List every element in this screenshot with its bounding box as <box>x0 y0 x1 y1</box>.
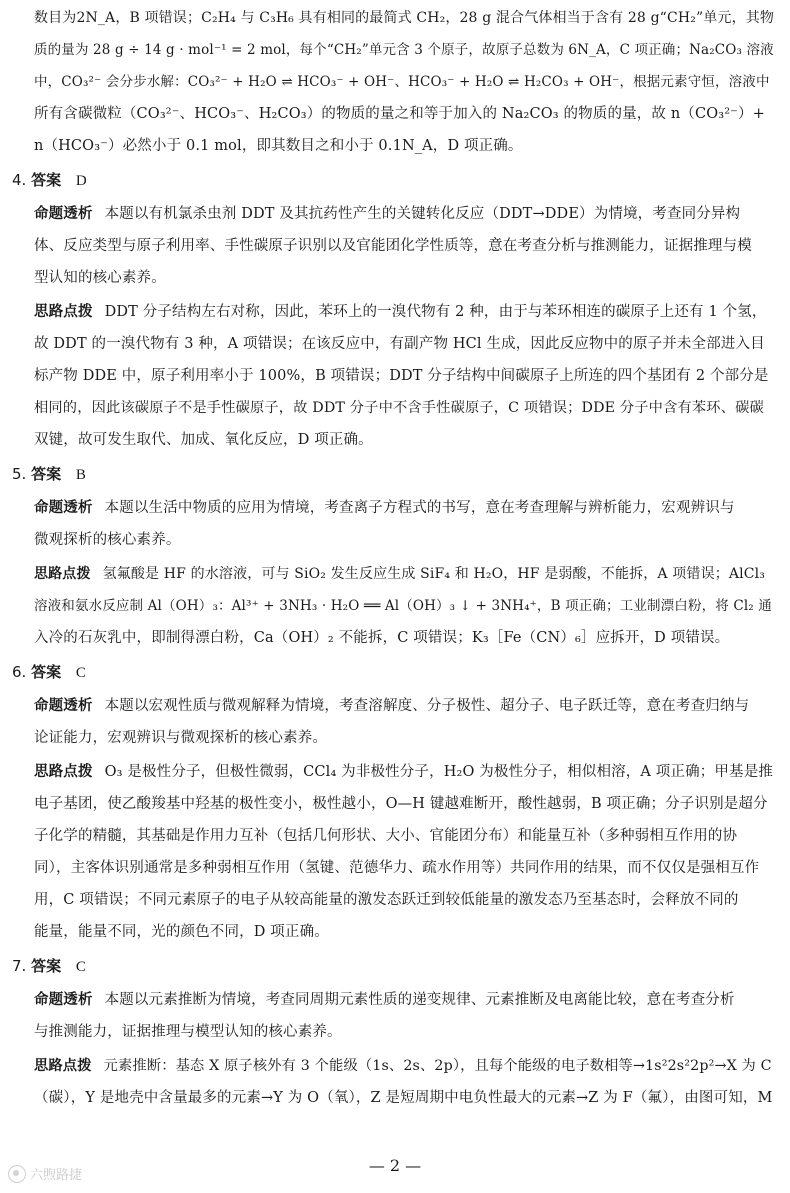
hint-paragraph: 思路点拨 O₃ 是极性分子，但极性微弱，CCl₄ 为非极性分子，H₂O 为极性分子，相似相溶，A 项正确；甲基是推 <box>34 764 773 780</box>
analysis-paragraph: 命题透析 本题以宏观性质与微观解释为情境，考查溶解度、分子极性、超分子、电子跃迁等，意在考查归纳与 <box>34 698 750 714</box>
analysis-paragraph: 命题透析 本题以生活中物质的应用为情境，考查离子方程式的书写，意在考查理解与辨析能力，宏观辨识与 <box>34 500 735 516</box>
item-number: 7. <box>12 957 27 975</box>
text-line: 中，CO₃²⁻ 会分步水解：CO₃²⁻ + H₂O ⇌ HCO₃⁻ + OH⁻、HCO₃⁻ + H₂O ⇌ H₂CO₃ + OH⁻，根据元素守恒，溶液中 <box>34 74 770 90</box>
text-line: 子化学的精髓，其基础是作用力互补（包括几何形状、大小、官能团分布）和能量互补（多种弱相互作用的协 <box>34 828 738 844</box>
text-line: 质的量为 28 g ÷ 14 g · mol⁻¹ = 2 mol，每个“CH₂”单元含 3 个原子，故原子总数为 6N_A，C 项正确；Na₂CO₃ 溶液 <box>34 42 774 58</box>
item-number: 6. <box>12 663 27 681</box>
text-line: 论证能力，宏观辨识与微观探析的核心素养。 <box>34 730 327 746</box>
text-line: 用，C 项错误；不同元素原子的电子从较高能量的激发态跃迁到较低能量的激发态乃至基态时，会释放不同的 <box>34 892 739 908</box>
hint-paragraph: 思路点拨 元素推断：基态 X 原子核外有 3 个能级（1s、2s、2p），且每个能级的电子数相等→1s²2s²2p²→X 为 C <box>34 1058 772 1074</box>
text-line: 型认知的核心素养。 <box>34 270 166 286</box>
hint-paragraph: 思路点拨 氢氟酸是 HF 的水溶液，可与 SiO₂ 发生反应生成 SiF₄ 和 H₂O，HF 是弱酸，不能拆，A 项错误；AlCl₃ <box>34 566 766 582</box>
text-line: 标产物 DDE 中，原子利用率小于 100%，B 项错误；DDT 分子结构中间碳原子上所连的四个基团有 2 个部分是 <box>34 368 769 384</box>
answer-value: C <box>75 959 86 975</box>
text-line: 能量，能量不同，光的颜色不同，D 项正确。 <box>34 924 329 940</box>
text-line: 体、反应类型与原子利用率、手性碳原子识别以及官能团化学性质等，意在考查分析与推测能力，证据推理与模 <box>34 238 752 254</box>
answer-heading <box>12 662 772 683</box>
text-line: 与推测能力，证据推理与模型认知的核心素养。 <box>34 1024 342 1040</box>
analysis-paragraph: 命题透析 本题以有机氯杀虫剂 DDT 及其抗药性产生的关键转化反应（DDT→DDE）为情境，考查同分异构 <box>34 206 741 222</box>
answer-label: 答案 <box>31 171 62 189</box>
analysis-paragraph: 命题透析 本题以元素推断为情境，考查同周期元素性质的递变规律、元素推断及电离能比较，意在考查分析 <box>34 992 735 1008</box>
hint-paragraph: 思路点拨 DDT 分子结构左右对称，因此，苯环上的一溴代物有 2 种，由于与苯环相连的碳原子上还有 1 个氢， <box>34 304 767 320</box>
hint-label: 思路点拨 <box>34 1058 92 1074</box>
answer-heading <box>12 956 772 977</box>
text-line: 故 DDT 的一溴代物有 3 种，A 项错误；在该反应中，有副产物 HCl 生成，因此反应物中的原子并未全部进入目 <box>34 336 765 352</box>
answer-label: 答案 <box>31 465 62 483</box>
watermark-text: 六煦路捷 <box>30 1168 83 1183</box>
analysis-label: 命题透析 <box>34 500 93 516</box>
text-line: 同），主客体识别通常是多种弱相互作用（氢键、范德华力、疏水作用等）共同作用的结果，而不仅仅是强相互作 <box>34 860 760 876</box>
item-number: 5. <box>12 465 27 483</box>
text-line: 双键，故可发生取代、加成、氧化反应，D 项正确。 <box>34 432 373 448</box>
hint-label: 思路点拨 <box>34 764 93 780</box>
watermark <box>8 1164 82 1183</box>
item-number: 4. <box>12 171 27 189</box>
answer-heading <box>12 170 772 191</box>
answer-label: 答案 <box>31 663 62 681</box>
text-line: 数目为2N_A，B 项错误；C₂H₄ 与 C₃H₆ 具有相同的最简式 CH₂，28 g 混合气体相当于含有 28 g“CH₂”单元，其物 <box>34 10 775 26</box>
text-line: 入冷的石灰乳中，即制得漂白粉，Ca（OH）₂ 不能拆，C 项错误；K₃［Fe（CN）₆］应拆开，D 项错误。 <box>34 630 730 646</box>
watermark-logo-icon <box>8 1165 26 1183</box>
hint-label: 思路点拨 <box>34 304 93 320</box>
text-line: 相同的，因此该碳原子不是手性碳原子，故 DDT 分子中不含手性碳原子，C 项错误；DDE 分子中含有苯环、碳碳 <box>34 400 764 416</box>
text-line: 微观探析的核心素养。 <box>34 532 181 548</box>
page-number: — 2 — <box>368 1156 422 1175</box>
answer-value: B <box>75 467 86 483</box>
answer-value: D <box>75 173 87 189</box>
answer-heading <box>12 464 772 485</box>
analysis-label: 命题透析 <box>34 992 93 1008</box>
answer-value: C <box>75 665 86 681</box>
text-line: （碳），Y 是地壳中含量最多的元素→Y 为 O（氧），Z 是短周期中电负性最大的元素→Z 为 F（氟），由图可知，M <box>34 1090 773 1106</box>
hint-label: 思路点拨 <box>34 566 91 582</box>
analysis-label: 命题透析 <box>34 206 93 222</box>
text-line: 溶液和氨水反应制 Al（OH）₃：Al³⁺ + 3NH₃ · H₂O ══ Al（OH）₃ ↓ + 3NH₄⁺，B 项正确；工业制漂白粉，将 Cl₂ 通 <box>34 598 772 614</box>
text-line: 电子基团，使乙酸羧基中羟基的极性变小，极性越小，O—H 键越难断开，酸性越弱，B 项正确；分子识别是超分 <box>34 796 768 812</box>
analysis-label: 命题透析 <box>34 698 93 714</box>
text-line: 所有含碳微粒（CO₃²⁻、HCO₃⁻、H₂CO₃）的物质的量之和等于加入的 Na₂CO₃ 的物质的量，故 n（CO₃²⁻）+ <box>34 106 765 122</box>
text-line: n（HCO₃⁻）必然小于 0.1 mol，即其数目之和小于 0.1N_A，D 项正确。 <box>34 138 523 154</box>
answer-label: 答案 <box>31 957 62 975</box>
